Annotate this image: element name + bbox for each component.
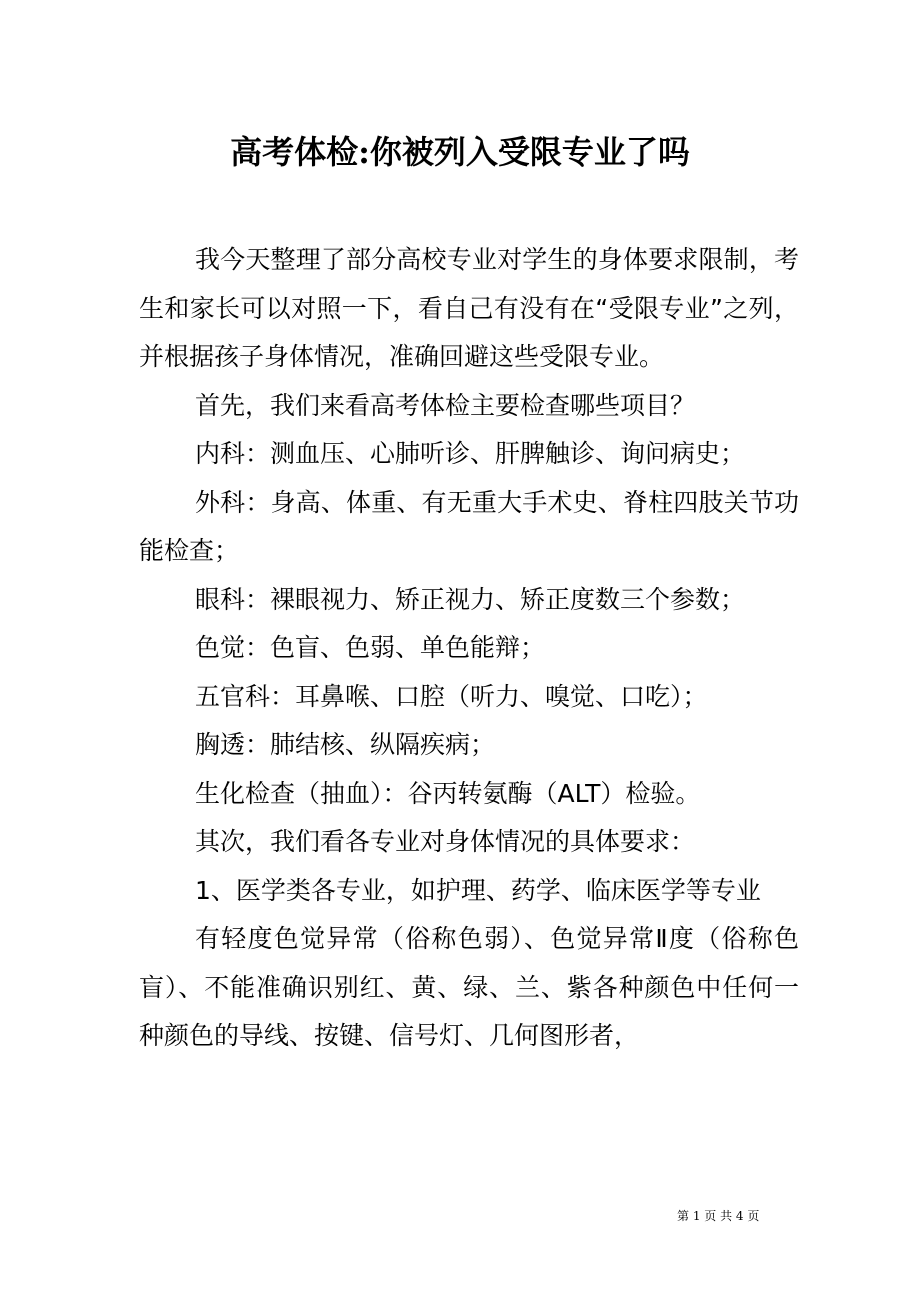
paragraph-surgery: 外科：身高、体重、有无重大手术史、脊柱四肢关节功能检查；	[139, 487, 799, 565]
paragraph-requirements-intro: 其次，我们看各专业对身体情况的具体要求：	[195, 827, 696, 856]
paragraph-color-restriction: 有轻度色觉异常（俗称色弱）、色觉异常Ⅱ度（俗称色盲）、不能准确识别红、黄、绿、兰、紫各种颜色中任何一种颜色的导线、按键、信号灯、几何图形者，	[139, 924, 799, 1050]
paragraph-intro: 我今天整理了部分高校专业对学生的身体要求限制，考生和家长可以对照一下，看自己有没有在“受限专业”之列，并根据孩子身体情况，准确回避这些受限专业。	[139, 245, 799, 371]
paragraph-exam-question: 首先，我们来看高考体检主要检查哪些项目？	[195, 390, 696, 420]
paragraph-internal-medicine: 内科：测血压、心肺听诊、肝脾触诊、询问病史；	[195, 439, 746, 468]
paragraph-ophthalmology: 眼科：裸眼视力、矫正视力、矫正度数三个参数；	[195, 584, 746, 614]
paragraph-chest-xray: 胸透：肺结核、纵隔疾病；	[195, 730, 496, 759]
paragraph-biochemistry: 生化检查（抽血）：谷丙转氨酶（ALT）检验。	[195, 778, 701, 808]
paragraph-color-vision: 色觉：色盲、色弱、单色能辩；	[195, 633, 546, 662]
paragraph-ent: 五官科：耳鼻喉、口腔（听力、嗅觉、口吃）；	[195, 681, 708, 711]
paragraph-medical-majors: 1、医学类各专业，如护理、药学、临床医学等专业	[195, 875, 761, 905]
document-body	[139, 236, 799, 1061]
page-footer: 第 1 页 共 4 页	[677, 1209, 760, 1223]
page-title: 高考体检:你被列入受限专业了吗	[230, 133, 690, 171]
